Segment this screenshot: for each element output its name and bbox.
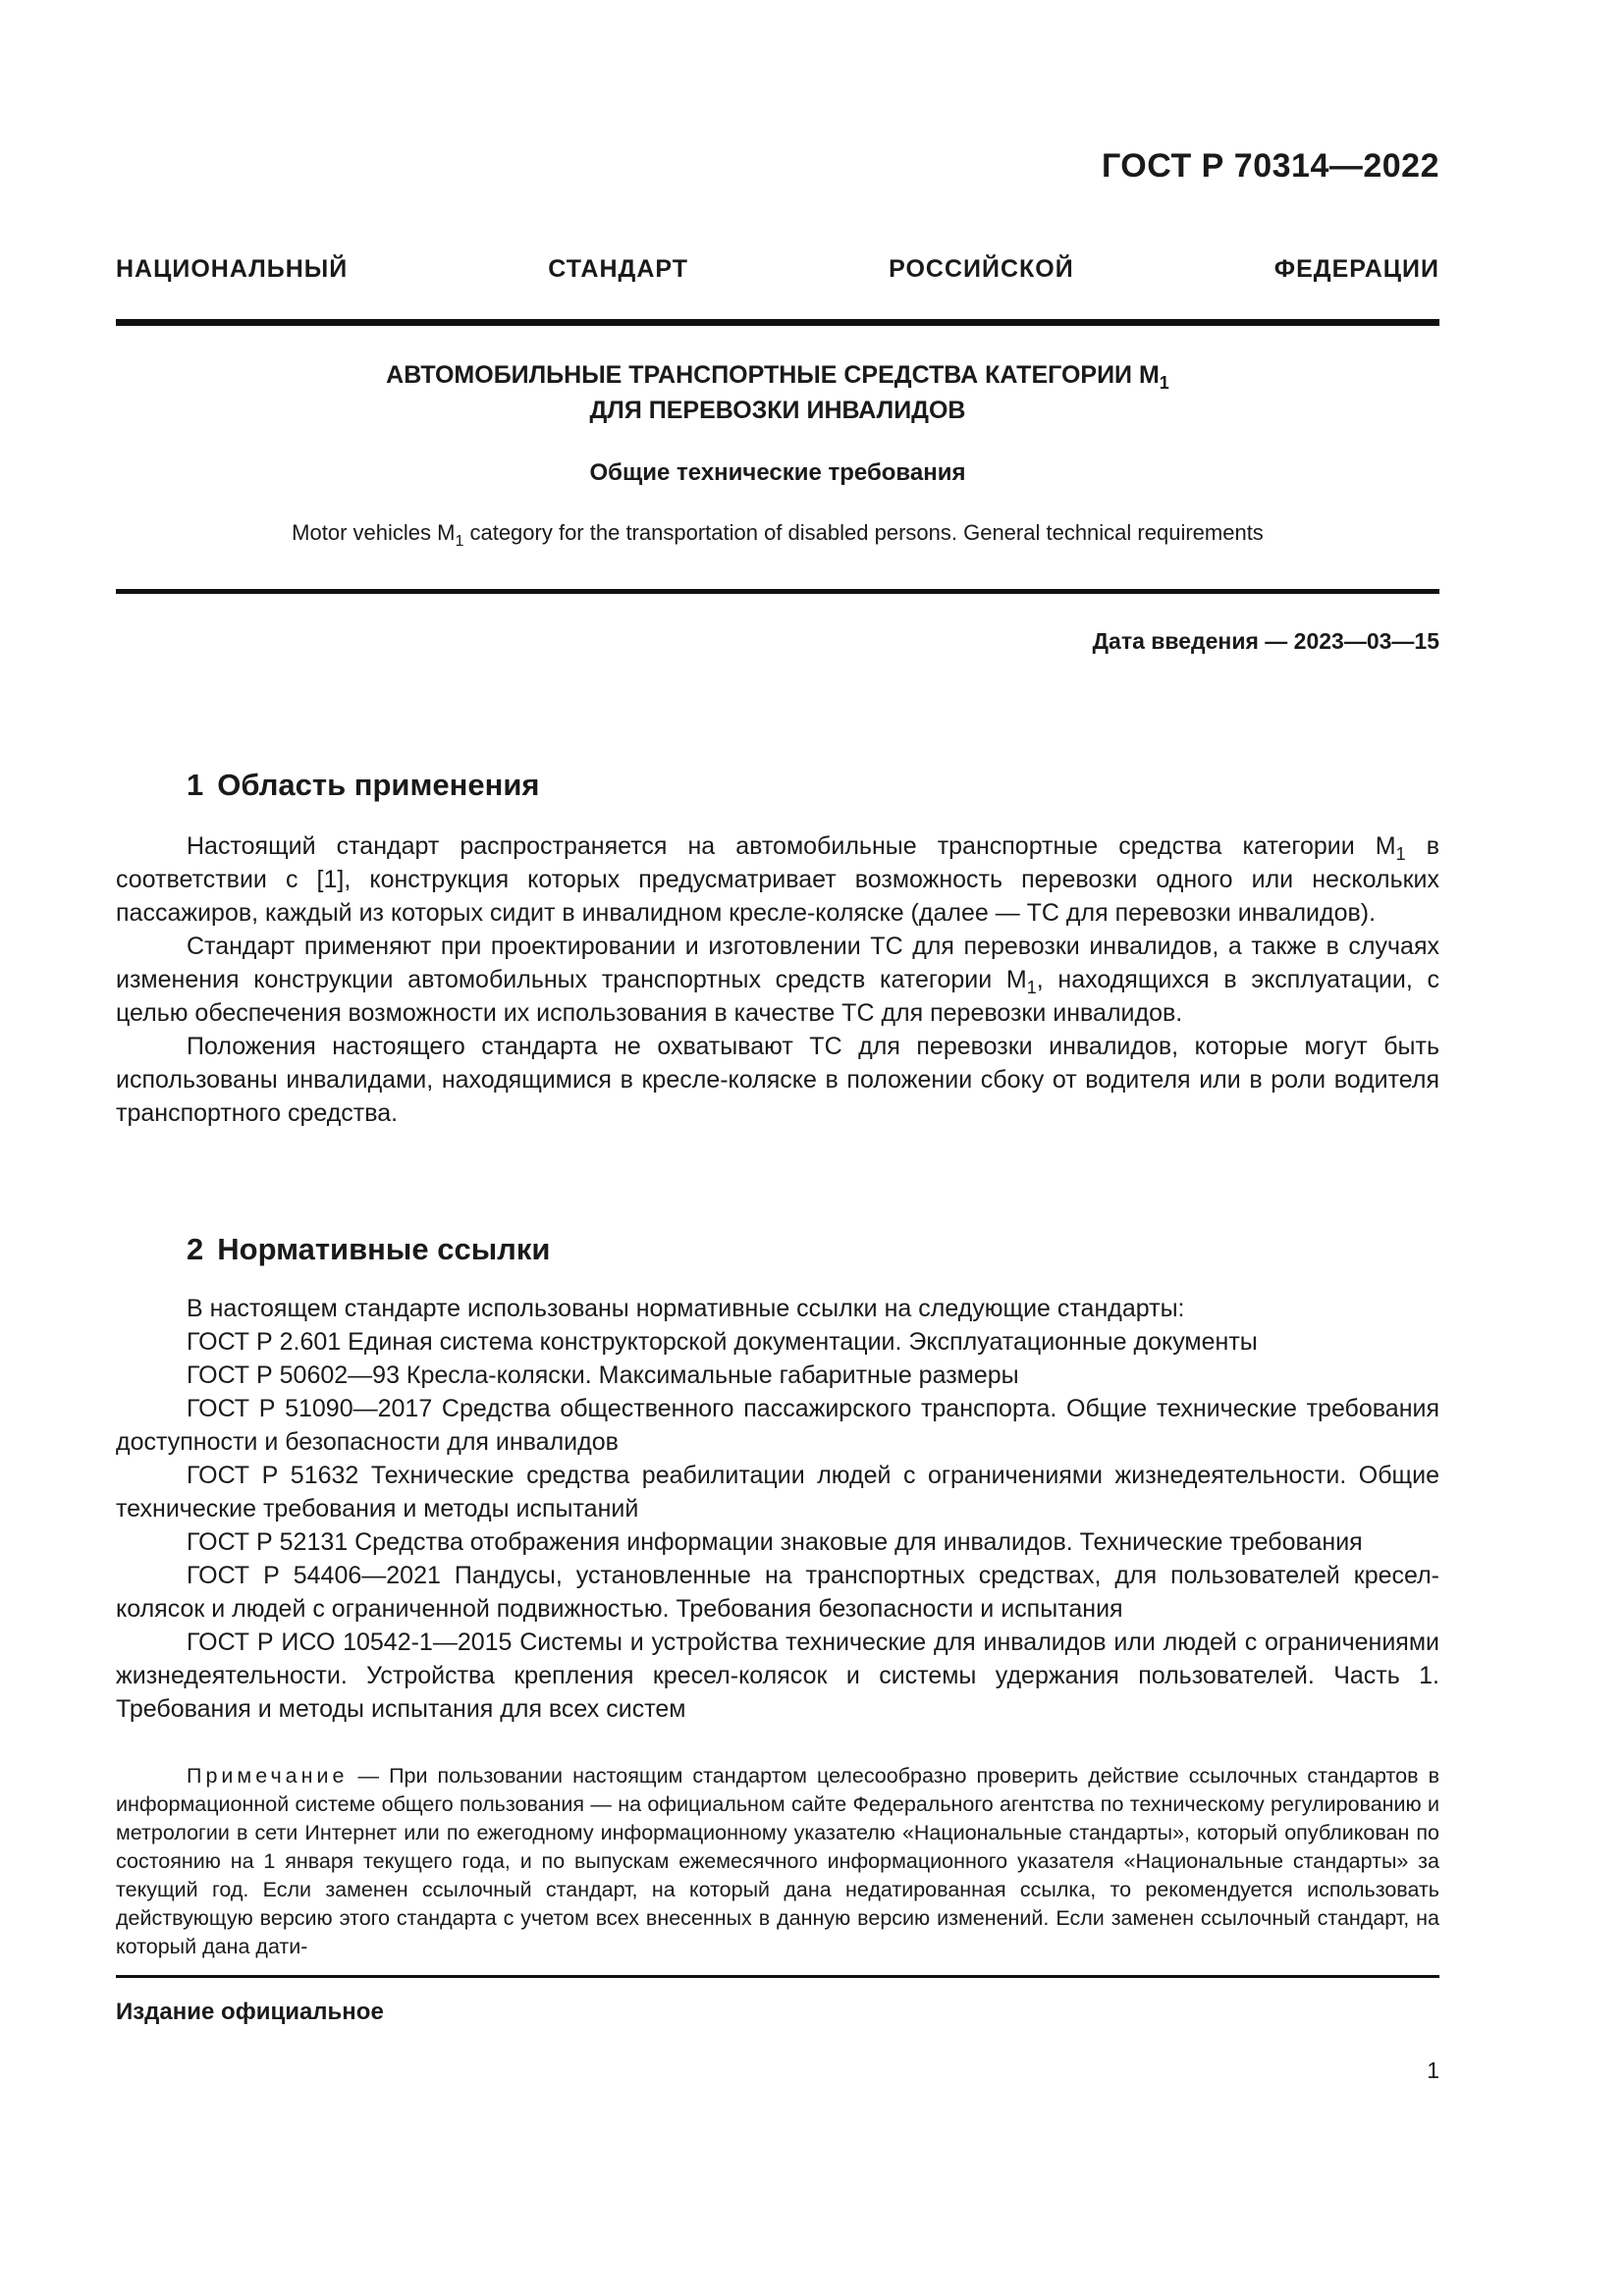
references-intro: В настоящем стандарте использованы нормативные ссылки на следующие стандарты: — [187, 1295, 1185, 1322]
normative-references-list — [116, 1292, 1439, 1726]
section-1-heading — [187, 768, 540, 803]
standard-banner: НАЦИОНАЛЬНЫЙ СТАНДАРТ РОССИЙСКОЙ ФЕДЕРАЦИИ — [116, 255, 1439, 283]
title-line-2: ДЛЯ ПЕРЕВОЗКИ ИНВАЛИДОВ — [589, 397, 966, 424]
note-text: — При пользовании настоящим стандартом целесообразно проверить действие ссылочных стандартов в информационной системе общего пользования — на официальном сайте Федерального агентства по техническому регулированию и метрологии в сети Интернет или по ежегодному информационному указателю «Национальные стандарты», который опубликован по состоянию на 1 января текущего года, и по выпускам ежемесячного информационного указателя «Национальные стандарты» за текущий год. Если заменен ссылочный стандарт, на который дана недатированная ссылка, то рекомендуется использовать действующую версию этого стандарта с учетом всех внесенных в данную версию изменений. Если заменен ссылочный стандарт, на который дана дати- — [116, 1764, 1439, 1958]
english-title — [116, 520, 1439, 550]
header-rule — [116, 319, 1439, 326]
reference-item: ГОСТ Р 54406—2021 Пандусы, установленные на транспортных средствах, для пользователей кресел-колясок и людей с ограниченной подвижностью. Требования безопасности и испытания — [116, 1562, 1439, 1623]
section-2-title: Нормативные ссылки — [217, 1232, 551, 1266]
section-2-heading — [187, 1232, 550, 1267]
title-rule — [116, 589, 1439, 594]
section-1-p2-after: , находящихся в эксплуатации, с целью обеспечения возможности их использования в качестве ТС для перевозки инвалидов. — [116, 966, 1439, 1027]
section-1-number: 1 — [187, 768, 204, 802]
title-line-1-subscript: 1 — [1159, 373, 1169, 393]
reference-item: ГОСТ Р 52131 Средства отображения информации знаковые для инвалидов. Технические требования — [187, 1528, 1363, 1556]
reference-item: ГОСТ Р 2.601 Единая система конструкторской документации. Эксплуатационные документы — [187, 1328, 1258, 1356]
section-1-paragraph-1 — [116, 829, 1439, 930]
official-edition-label: Издание официальное — [116, 1999, 384, 2025]
reference-item: ГОСТ Р 51090—2017 Средства общественного пассажирского транспорта. Общие технические требования доступности и безопасности для инвалидов — [116, 1395, 1439, 1456]
footer-rule — [116, 1975, 1439, 1978]
section-1-p1-after: в соответствии с [1], конструкция которых предусматривает возможность перевозки одного или нескольких пассажиров, каждый из которых сидит в инвалидном кресле-коляске (далее — ТС для перевозки инвалидов). — [116, 832, 1439, 927]
title-line-1 — [116, 357, 1439, 393]
page-number: 1 — [1427, 2057, 1439, 2083]
reference-item: ГОСТ Р 50602—93 Кресла-коляски. Максимальные габаритные размеры — [187, 1362, 1019, 1389]
section-1-p1-before: Настоящий стандарт распространяется на автомобильные транспортные средства категории М — [187, 832, 1396, 860]
introduction-date: Дата введения — 2023—03—15 — [1092, 628, 1439, 654]
english-title-subscript: 1 — [455, 533, 464, 550]
section-1-paragraph-2 — [116, 930, 1439, 1030]
section-1-p2-before: Стандарт применяют при проектировании и изготовлении ТС для перевозки инвалидов, а также в случаях изменения конструкции автомобильных транспортных средств категории М — [116, 933, 1439, 993]
section-2-number: 2 — [187, 1232, 204, 1266]
section-1-p2-subscript: 1 — [1026, 978, 1037, 997]
reference-item: ГОСТ Р 51632 Технические средства реабилитации людей с ограничениями жизнедеятельности. Общие технические требования и методы испытаний — [116, 1462, 1439, 1522]
english-title-before: Motor vehicles M — [292, 520, 456, 545]
reference-item: ГОСТ Р ИСО 10542-1—2015 Системы и устройства технические для инвалидов или людей с ограничениями жизнедеятельности. Устройства крепления кресел-колясок и системы удержания пользователей. Часть 1. Требования и методы испытания для всех систем — [116, 1629, 1439, 1723]
references-note — [116, 1762, 1439, 1961]
document-title — [116, 357, 1439, 428]
section-1-paragraph-3: Положения настоящего стандарта не охватывают ТС для перевозки инвалидов, которые могут быть использованы инвалидами, находящимися в кресле-коляске в положении сбоку от водителя или в роли водителя транспортного средства. — [116, 1033, 1439, 1127]
document-number: ГОСТ Р 70314—2022 — [1101, 147, 1439, 185]
note-label: Примечание — [187, 1764, 349, 1788]
english-title-after: category for the transportation of disabled persons. General technical requirements — [463, 520, 1264, 545]
section-1-p1-subscript: 1 — [1395, 844, 1406, 864]
section-1-title: Область применения — [217, 768, 540, 802]
title-line-1-text: АВТОМОБИЛЬНЫЕ ТРАНСПОРТНЫЕ СРЕДСТВА КАТЕГОРИИ М — [386, 361, 1160, 389]
document-subtitle: Общие технические требования — [589, 459, 966, 486]
section-1-body — [116, 829, 1439, 1130]
